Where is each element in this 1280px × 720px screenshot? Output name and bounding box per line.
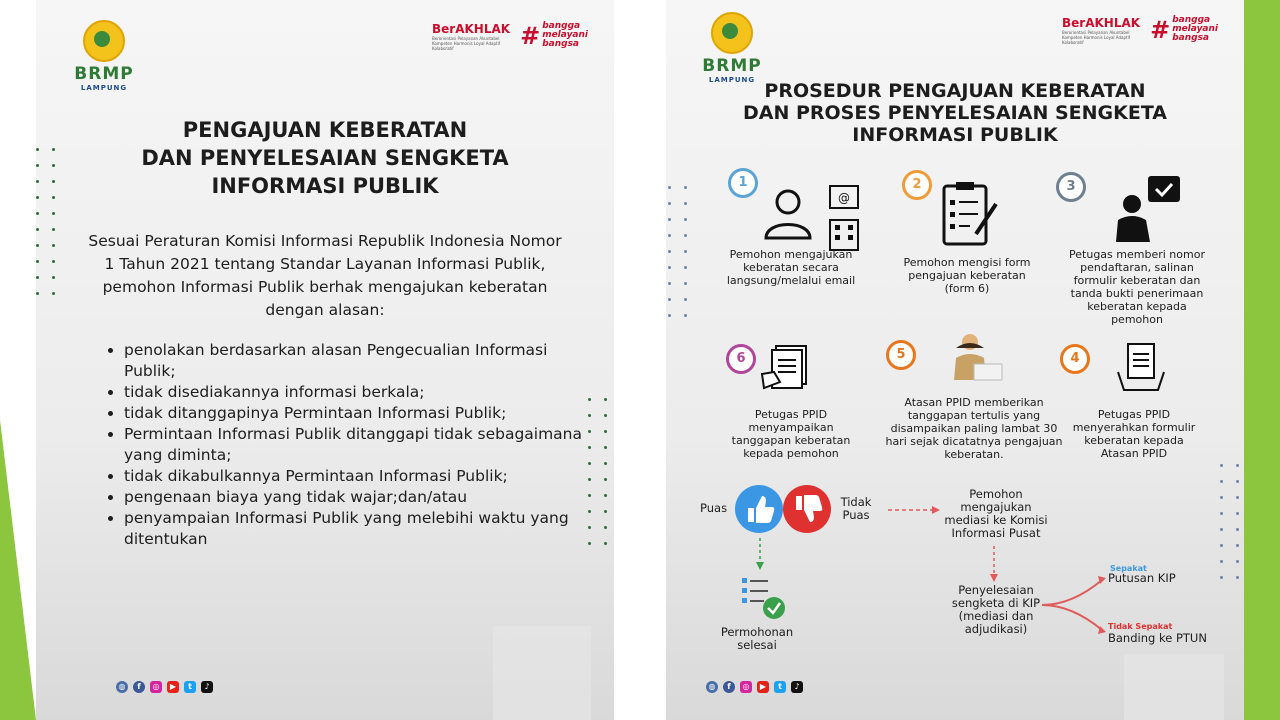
step-4-text: Petugas PPID menyerahkan formulir keberatan kepada Atasan PPID [1072, 408, 1196, 460]
email-building-icon [826, 182, 862, 254]
bangga-line-3: bangsa [542, 39, 579, 49]
step-5-text: Atasan PPID memberikan tanggapan tertulis yang disampaikan paling lambat 30 hari sejak dicatatnya pengajuan keberatan. [885, 396, 1063, 461]
sepakat-label: Sepakat [1110, 564, 1147, 573]
step-1-text: Pemohon mengajukan keberatan secara langsung/melalui email [726, 248, 856, 287]
berakhlak-text: BerAKHLAK [1062, 16, 1141, 30]
document-hand-icon [1114, 342, 1166, 394]
left-title [36, 116, 614, 200]
dot-pattern-left [668, 186, 690, 317]
berakhlak-text: BerAKHLAK [432, 22, 511, 36]
reason-item: • Permintaan Informasi Publik ditanggapi tidak sebagaimana yang diminta; [124, 424, 584, 466]
bangga-line-1: bangga [1172, 15, 1211, 25]
twitter-icon[interactable]: t [774, 681, 786, 693]
right-title [666, 80, 1244, 146]
tidak-sepakat-label: Tidak Sepakat [1108, 622, 1173, 631]
logo-text: BRMP [74, 64, 134, 84]
left-title-line-2: DAN PENYELESAIAN SENGKETA [141, 146, 509, 170]
reason-item: • penolakan berdasarkan alasan Pengecualian Informasi Publik; [124, 340, 584, 382]
step-6-text: Petugas PPID menyampaikan tanggapan keberatan kepada pemohon [731, 408, 851, 460]
step-3-number: 3 [1056, 172, 1086, 202]
branch-arrows-icon [1042, 572, 1108, 638]
facebook-icon[interactable]: f [133, 681, 145, 693]
documents-hand-icon [760, 344, 812, 396]
berakhlak-badge [1062, 16, 1140, 45]
social-icons [706, 681, 803, 693]
reason-item: • tidak disediakannya informasi berkala; [124, 382, 584, 403]
puas-label: Puas [700, 501, 728, 515]
tiktok-icon[interactable]: ♪ [201, 681, 213, 693]
dot-pattern-right [1220, 464, 1242, 579]
official-desk-icon [948, 332, 1004, 384]
step-6-number: 6 [726, 344, 756, 374]
brmp-logo [692, 12, 772, 84]
right-title-line-2: DAN PROSES PENYELESAIAN SENGKETA [742, 102, 1168, 124]
step-2-text: Pemohon mengisi form pengajuan keberatan (form 6) [903, 256, 1031, 295]
corner-decoration [1124, 654, 1224, 720]
green-accent-left [0, 0, 36, 720]
tidak-puas-label: Tidak Puas [840, 495, 872, 522]
step-2-number: 2 [902, 170, 932, 200]
hash-icon: # [520, 21, 541, 50]
green-accent-right [1244, 0, 1280, 720]
step-4-number: 4 [1060, 344, 1090, 374]
penyelesaian-text: Penyelesaian sengketa di KIP (mediasi dan adjudikasi) [951, 583, 1041, 636]
tidak-sepakat-text: Banding ke PTUN [1108, 631, 1207, 645]
checklist-done-icon [738, 574, 788, 620]
selesai-text: Permohonan selesai [720, 625, 794, 652]
right-poster [666, 0, 1244, 720]
right-title-line-3: INFORMASI PUBLIK [852, 124, 1058, 146]
bangga-line-2: melayani [542, 30, 588, 40]
thumbs-down-icon [782, 484, 832, 534]
logo-sub: LAMPUNG [80, 84, 128, 92]
clipboard-form-icon [940, 180, 1000, 248]
arrow-down-green-icon [754, 538, 766, 570]
left-poster [36, 0, 614, 720]
globe-icon[interactable]: ◍ [116, 681, 128, 693]
step-1-number: 1 [728, 168, 758, 198]
person-icon [760, 184, 816, 240]
twitter-icon[interactable]: t [184, 681, 196, 693]
brmp-emblem-icon [711, 12, 753, 54]
social-icons [116, 681, 213, 693]
bangga-melayani-badge [520, 22, 588, 49]
youtube-icon[interactable]: ▶ [167, 681, 179, 693]
left-title-line-3: INFORMASI PUBLIK [211, 174, 439, 198]
officer-check-icon [1112, 176, 1182, 244]
hash-icon: # [1150, 15, 1171, 44]
arrow-down-red-icon [988, 546, 1000, 582]
arrow-right-icon [888, 504, 940, 516]
step-5-number: 5 [886, 340, 916, 370]
reason-item: • penyampaian Informasi Publik yang melebihi waktu yang ditentukan [124, 508, 584, 550]
logo-sub: LAMPUNG [708, 76, 756, 84]
berakhlak-badge [432, 22, 510, 51]
berakhlak-subtext: Berorientasi Pelayanan Akuntabel Kompeten Harmonis Loyal Adaptif Kolaboratif [432, 36, 501, 51]
bangga-line-2: melayani [1172, 24, 1218, 34]
left-intro-text: Sesuai Peraturan Komisi Informasi Republik Indonesia Nomor 1 Tahun 2021 tentang Standar Layanan Informasi Publik, pemohon Informasi Publik berhak mengajukan keberatan dengan alasan: [88, 232, 562, 319]
thumbs-up-icon [734, 484, 784, 534]
right-title-line-1: PROSEDUR PENGAJUAN KEBERATAN [764, 80, 1146, 102]
facebook-icon[interactable]: f [723, 681, 735, 693]
svg-text:@: @ [838, 191, 850, 205]
dot-pattern-right [588, 398, 610, 545]
bangga-line-1: bangga [542, 21, 581, 31]
left-title-line-1: PENGAJUAN KEBERATAN [182, 118, 468, 142]
brmp-logo [64, 20, 144, 92]
brmp-emblem-icon [83, 20, 125, 62]
youtube-icon[interactable]: ▶ [757, 681, 769, 693]
sepakat-text: Putusan KIP [1108, 571, 1176, 585]
instagram-icon[interactable]: ◎ [740, 681, 752, 693]
mediasi-text: Pemohon mengajukan mediasi ke Komisi Informasi Pusat [944, 487, 1048, 540]
bangga-line-3: bangsa [1172, 33, 1209, 43]
corner-decoration [493, 626, 591, 720]
reason-item: • tidak ditanggapinya Permintaan Informasi Publik; [124, 403, 584, 424]
reason-item: • tidak dikabulkannya Permintaan Informasi Publik; [124, 466, 584, 487]
brand-badges [1062, 16, 1218, 45]
tiktok-icon[interactable]: ♪ [791, 681, 803, 693]
berakhlak-subtext: Berorientasi Pelayanan Akuntabel Kompeten Harmonis Loyal Adaptif Kolaboratif [1062, 30, 1131, 45]
brand-badges [432, 22, 588, 51]
reasons-list [104, 340, 584, 550]
globe-icon[interactable]: ◍ [706, 681, 718, 693]
step-3-text: Petugas memberi nomor pendaftaran, salinan formulir keberatan dan tanda bukti penerimaan keberatan kepada pemohon [1069, 248, 1205, 326]
bangga-melayani-badge [1150, 16, 1218, 43]
reason-item: • pengenaan biaya yang tidak wajar;dan/atau [124, 487, 584, 508]
logo-text: BRMP [702, 56, 762, 76]
instagram-icon[interactable]: ◎ [150, 681, 162, 693]
